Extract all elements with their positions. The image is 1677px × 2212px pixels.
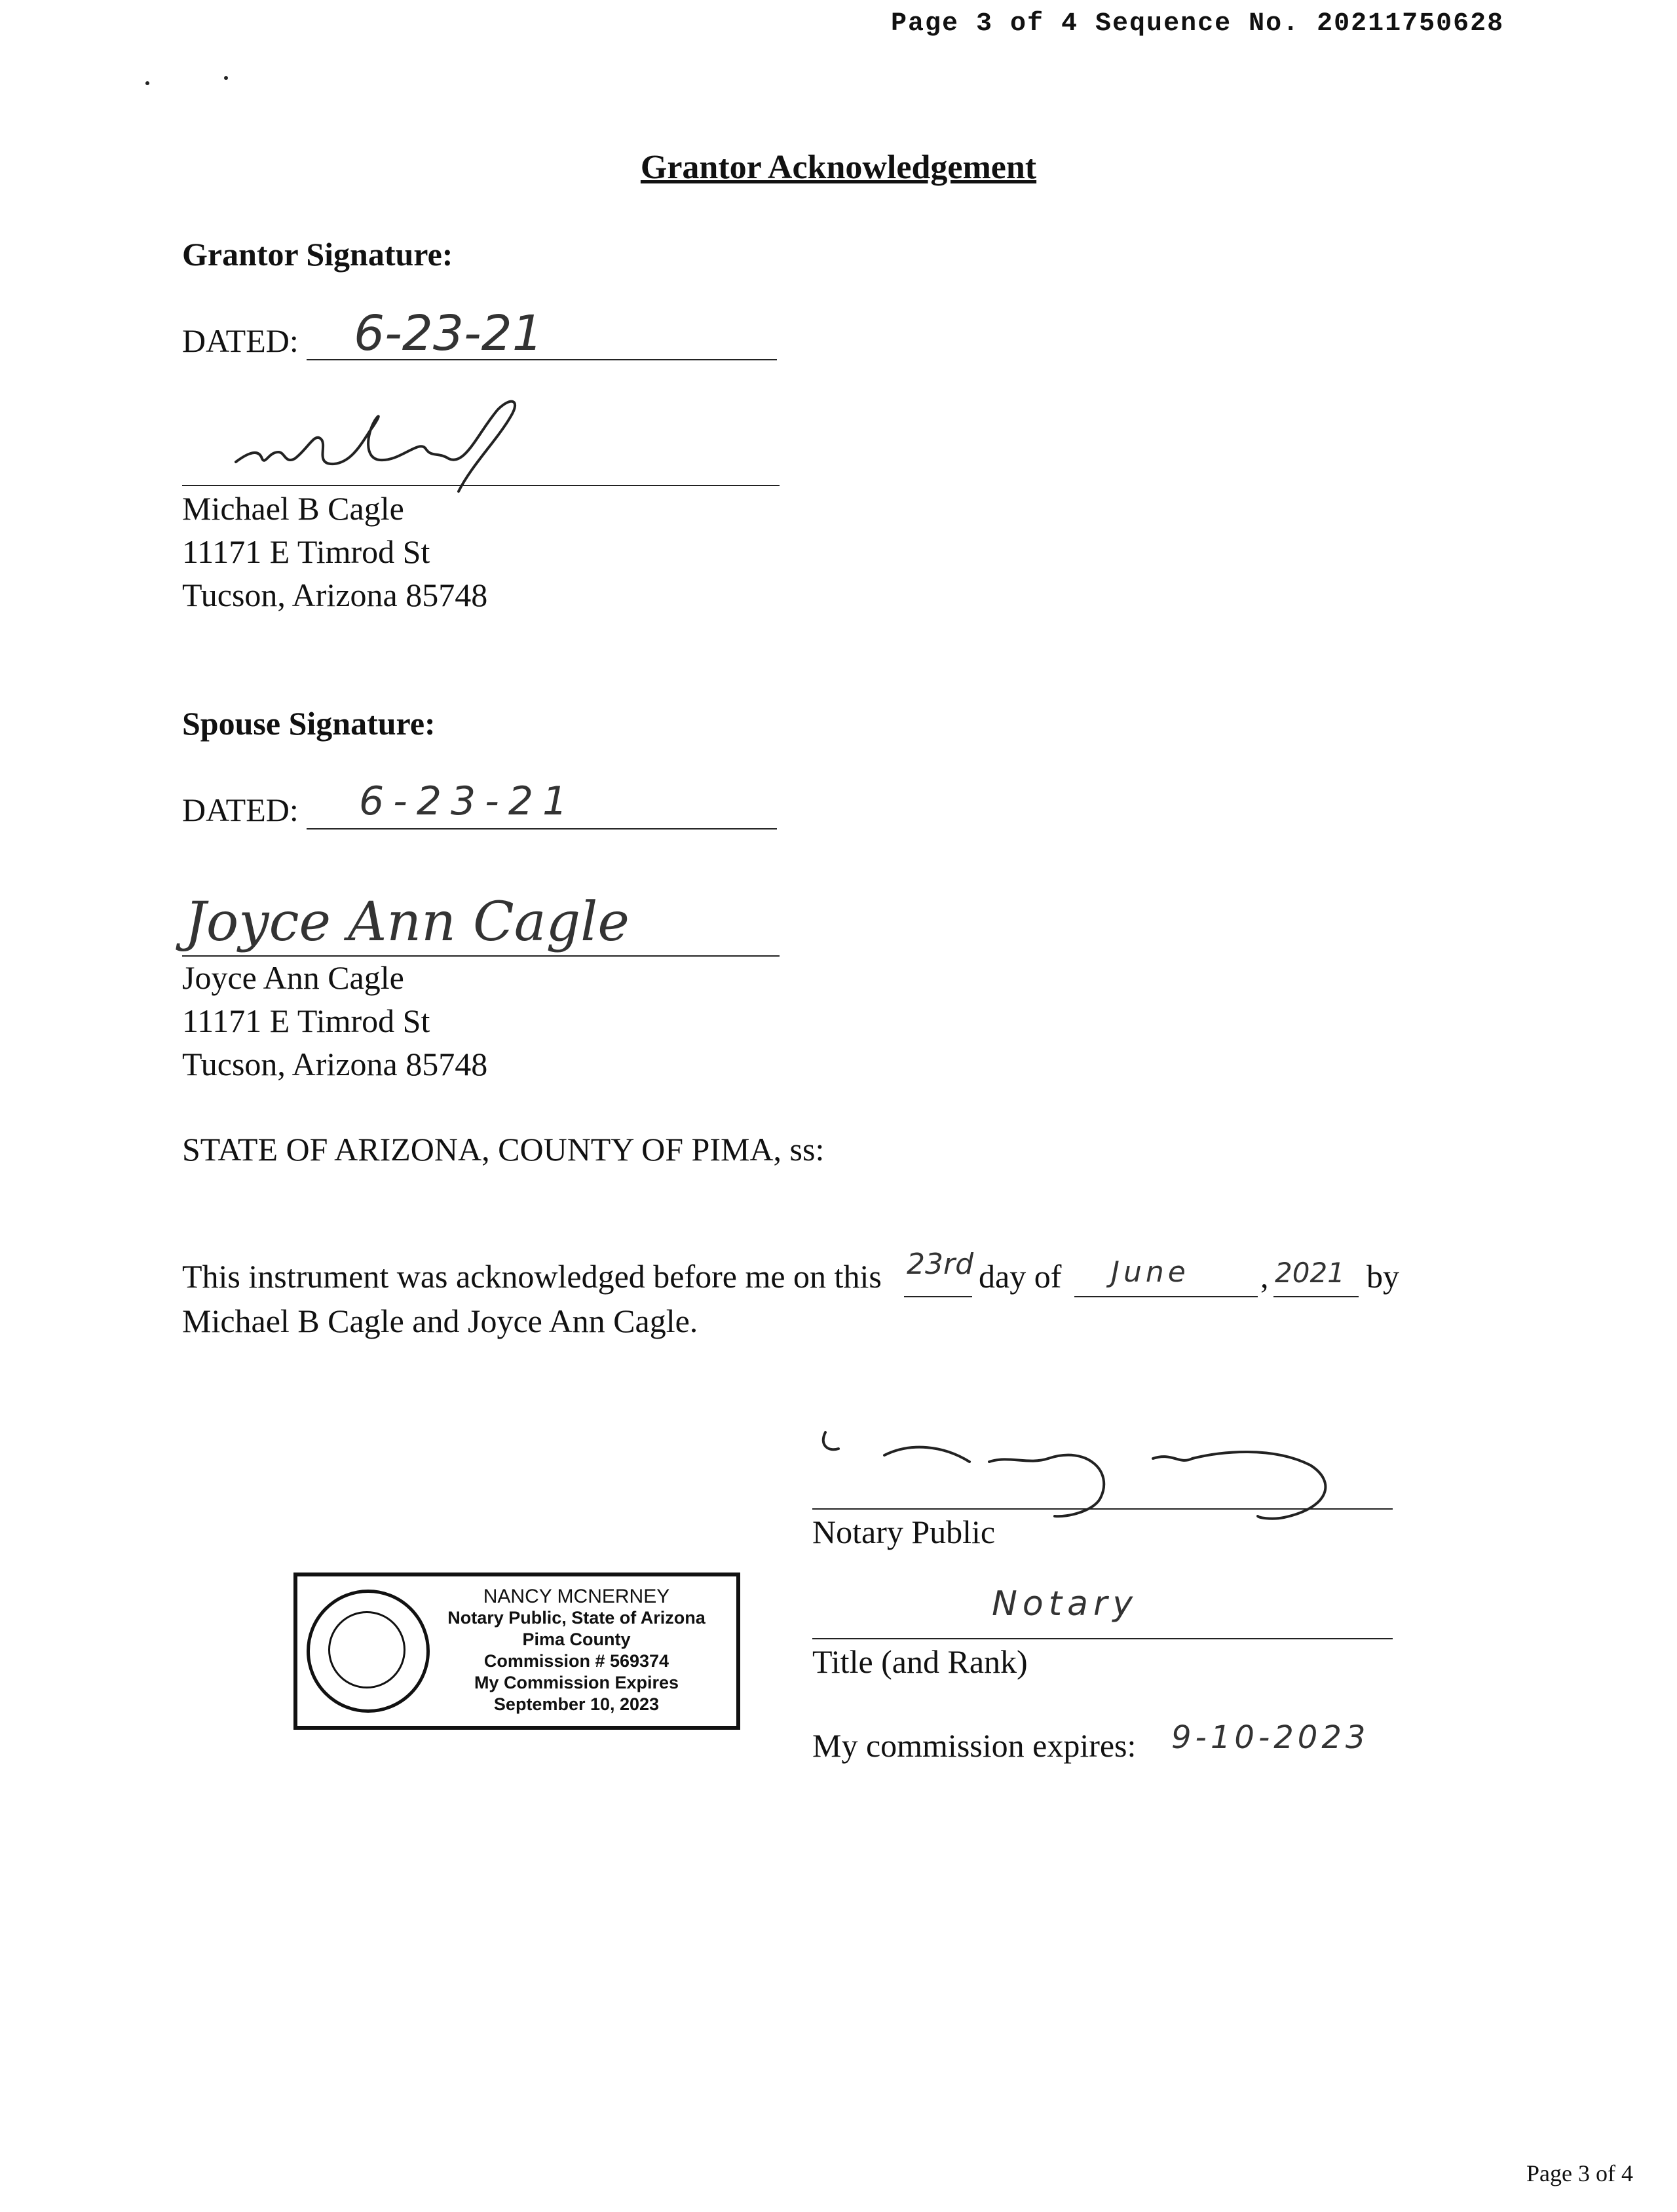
scan-mark <box>224 76 228 80</box>
venue-statement: STATE OF ARIZONA, COUNTY OF PIMA, ss: <box>182 1131 825 1168</box>
state-seal-inner-ring <box>328 1611 405 1688</box>
commission-expires-label: My commission expires: <box>812 1727 1137 1764</box>
grantor-address-line1: 11171 E Timrod St <box>182 533 430 570</box>
ack-comma: , <box>1260 1258 1269 1295</box>
document-title: Grantor Acknowledgement <box>640 149 1037 186</box>
grantor-address-line2: Tucson, Arizona 85748 <box>182 577 488 613</box>
spouse-dated-value: 6-23-21 <box>359 778 577 824</box>
spouse-address-line1: 11171 E Timrod St <box>182 1002 430 1039</box>
ack-month-line <box>1074 1296 1258 1297</box>
seal-line4: Commission # 569374 <box>483 1651 669 1671</box>
seal-line5: My Commission Expires <box>474 1673 679 1692</box>
ack-text-day-of: day of <box>979 1258 1062 1295</box>
seal-notary-name: NANCY MCNERNEY <box>483 1586 670 1607</box>
ack-text-before-day: This instrument was acknowledged before me on this <box>182 1258 882 1295</box>
grantor-signature-heading: Grantor Signature: <box>182 236 453 273</box>
notary-public-label: Notary Public <box>812 1514 996 1550</box>
notary-signature-line <box>812 1508 1393 1510</box>
ack-year-line <box>1273 1296 1359 1297</box>
notary-title-label: Title (and Rank) <box>812 1643 1028 1680</box>
ack-month-value: June <box>1111 1255 1190 1289</box>
spouse-address-line2: Tucson, Arizona 85748 <box>182 1046 488 1082</box>
seal-text-block <box>426 1586 727 1715</box>
spouse-signature: Joyce Ann Cagle <box>185 891 630 953</box>
commission-expires-value: 9-10-2023 <box>1171 1719 1370 1756</box>
ack-day-value: 23rd <box>907 1248 974 1281</box>
notary-seal-stamp <box>293 1573 740 1730</box>
ack-line2: Michael B Cagle and Joyce Ann Cagle. <box>182 1303 698 1339</box>
spouse-name: Joyce Ann Cagle <box>182 959 404 996</box>
grantor-name: Michael B Cagle <box>182 490 404 527</box>
grantor-signature <box>223 387 550 498</box>
grantor-dated-value: 6-23-21 <box>354 305 543 362</box>
spouse-dated-label: DATED: <box>182 791 299 828</box>
ack-year-value: 2021 <box>1275 1257 1345 1289</box>
notary-title-value: Notary <box>992 1584 1139 1624</box>
page-sequence-header: Page 3 of 4 Sequence No. 20211750628 <box>891 9 1505 39</box>
page-number-footer: Page 3 of 4 <box>1526 2160 1633 2186</box>
spouse-dated-line <box>307 828 777 830</box>
seal-line3: Pima County <box>522 1630 631 1649</box>
seal-line6: September 10, 2023 <box>493 1694 660 1714</box>
seal-line2: Notary Public, State of Arizona <box>447 1608 706 1628</box>
state-seal-emblem <box>307 1590 430 1713</box>
scan-mark <box>145 81 149 85</box>
grantor-dated-label: DATED: <box>182 322 299 359</box>
ack-day-line <box>904 1296 972 1297</box>
spouse-signature-heading: Spouse Signature: <box>182 705 436 742</box>
ack-text-by: by <box>1366 1258 1399 1295</box>
notary-title-line <box>812 1638 1393 1639</box>
grantor-signature-line <box>182 485 780 486</box>
